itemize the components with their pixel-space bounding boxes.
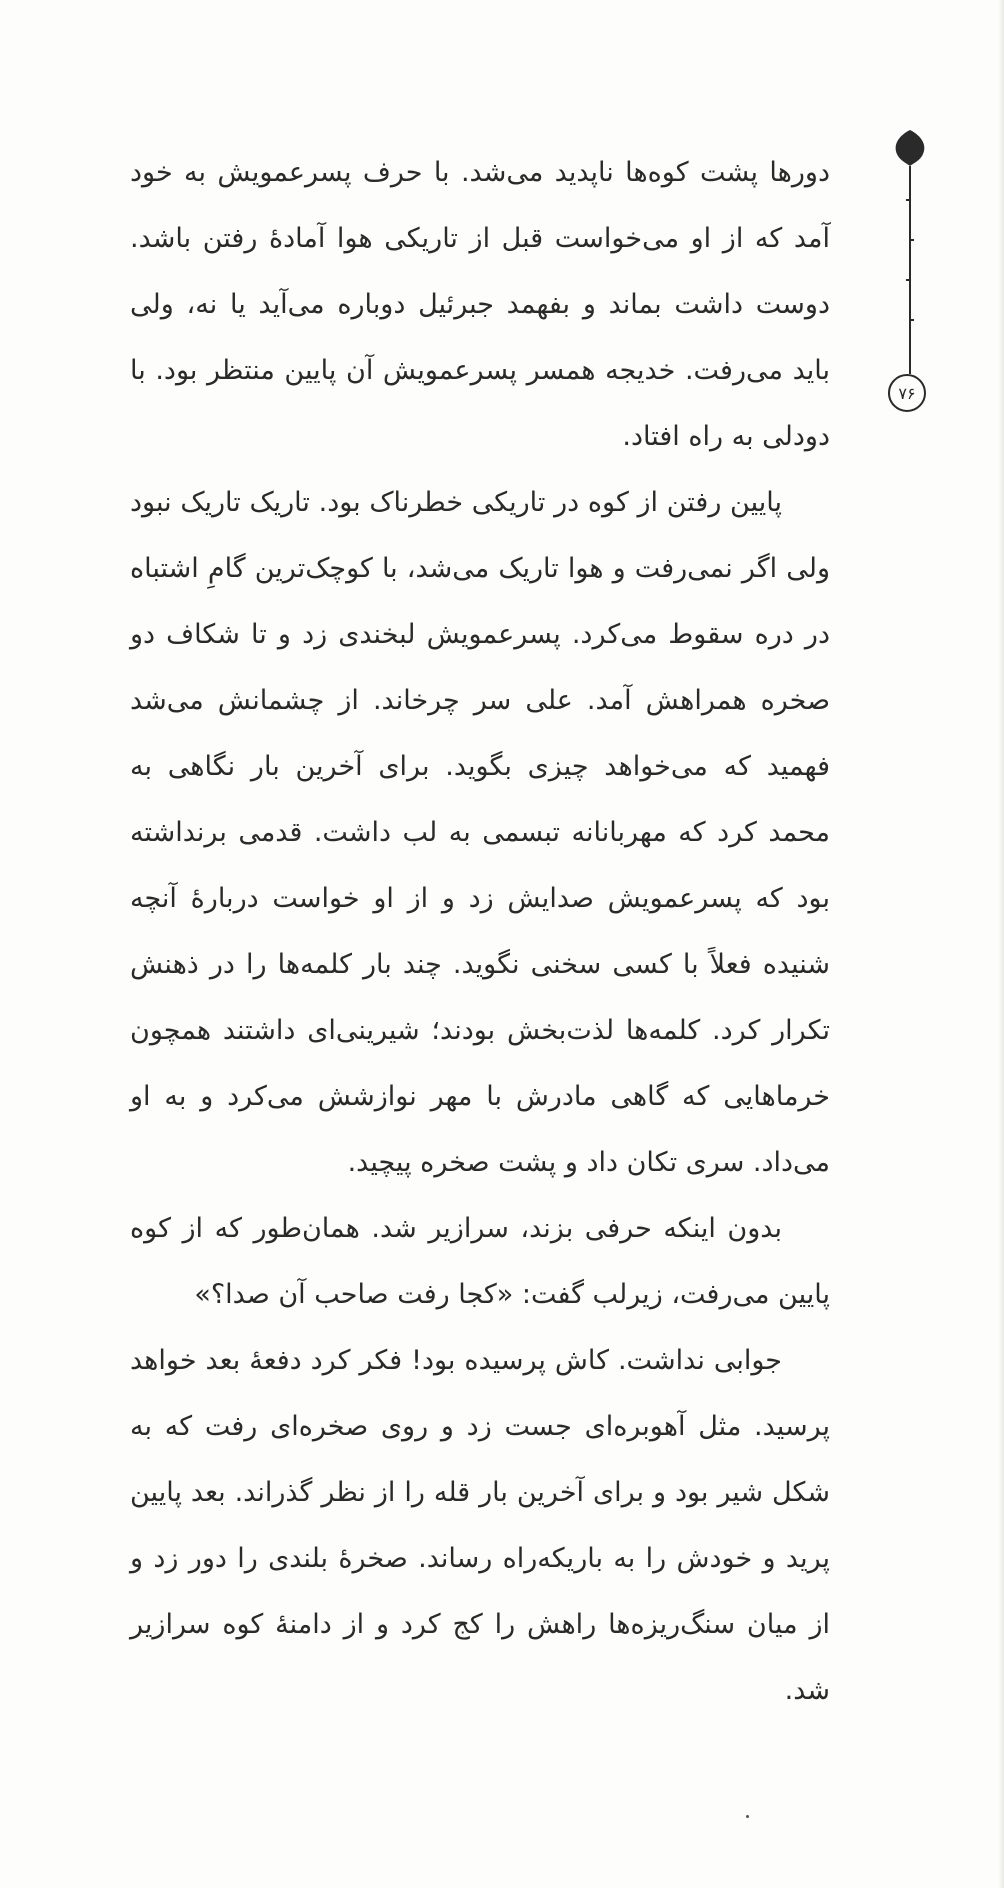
paragraph-1: دورها پشت کوه‌ها ناپدید می‌شد. با حرف پسرعمویش به خود آمد که از او می‌خواست قبل از تاریکی هوا آمادهٔ رفتن باشد. دوست داشت بماند و بفهمد جبرئیل دوباره می‌آید یا نه، ولی باید می‌رفت. خدیجه همسر پسرعمویش آن پایین منتظر بود. با دودلی به راه افتاد. [130, 157, 830, 452]
paragraph-4: جوابی نداشت. کاش پرسیده بود! فکر کرد دفعهٔ بعد خواهد پرسید. مثل آهوبره‌ای جست زد و روی صخره‌ای رفت که به شکل شیر بود و برای آخرین بار قله را از نظر گذراند. بعد پایین پرید و خودش را به باریکه‌راه رساند. صخرهٔ بلندی را دور زد و از میان سنگ‌ریزه‌ها راهش را کج کرد و از دامنهٔ کوه سرازیر شد. [130, 1345, 830, 1706]
page-edge [998, 0, 1004, 1888]
paragraph-3: بدون اینکه حرفی بزند، سرازیر شد. همان‌طور که از کوه پایین می‌رفت، زیرلب گفت: «کجا رفت صاحب آن صدا؟» [130, 1213, 830, 1310]
paragraph-2: پایین رفتن از کوه در تاریکی خطرناک بود. تاریک تاریک نبود ولی اگر نمی‌رفت و هوا تاریک می‌شد، با کوچک‌ترین گامِ اشتباه در دره سقوط می‌کرد. پسرعمویش لبخندی زد و تا شکاف دو صخره همراهش آمد. علی سر چرخاند. از چشمانش می‌شد فهمید که می‌خواهد چیزی بگوید. برای آخرین بار نگاهی به محمد کرد که مهربانانه تبسمی به لب داشت. قدمی برنداشته بود که پسرعمویش صدایش زد و از او خواست دربارهٔ آنچه شنیده فعلاً با کسی سخنی نگوید. چند بار کلمه‌ها را در ذهنش تکرار کرد. کلمه‌ها لذت‌بخش بودند؛ شیرینی‌ای داشتند همچون خرماهایی که گاهی مادرش با مهر نوازشش می‌کرد و به او می‌داد. سری تکان داد و پشت صخره پیچید. [130, 487, 830, 1178]
body-text [130, 140, 830, 1724]
paper-speck [746, 1815, 749, 1818]
page-number: ۷۶ [888, 374, 926, 412]
